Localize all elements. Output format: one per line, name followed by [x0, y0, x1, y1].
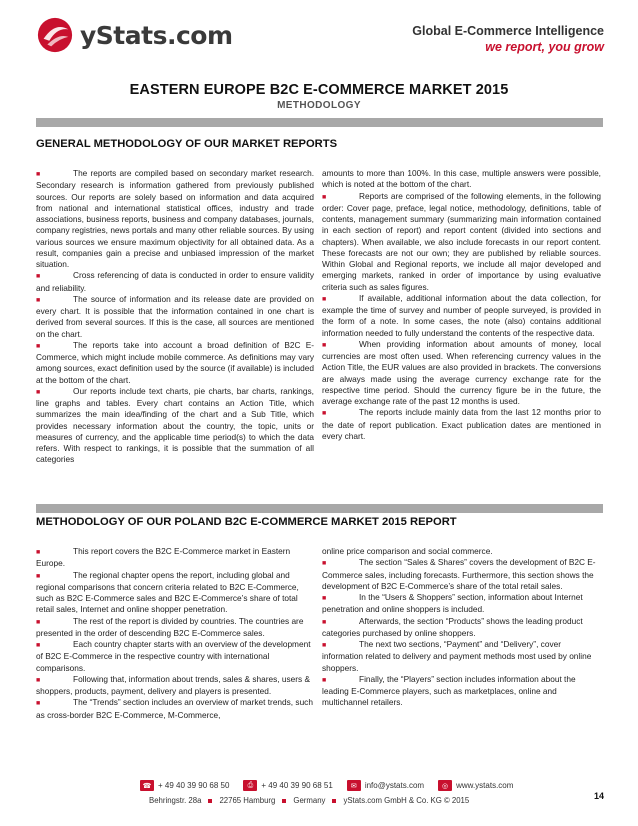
paragraph: ■ Reports are comprised of the following elements, in the following order: Cover page, preface, legal notice, methodology, definitions, table of contents, management summary (summarizing main information contained in each section of report) and report content (divided into sections and chapters). When available, we also include forecasts in our report content. These forecasts are not our own; they are published by reliable sources. Within Global and Regional reports, we include all major developed and emerging markets, ranked in order of importance by using evaluative criteria such as sales figures. — [322, 190, 601, 292]
phone-text: + 49 40 39 90 68 50 — [158, 781, 230, 790]
section-general-left-column — [36, 168, 314, 466]
paragraph-text: The rest of the report is divided by countries. The countries are presented in the order of descending B2C E-Commerce sales. — [36, 615, 304, 638]
paragraph: ■ Cross referencing of data is conducted in order to ensure validity and reliability. — [36, 270, 314, 293]
section-heading-report: METHODOLOGY OF OUR POLAND B2C E-COMMERCE MARKET 2015 REPORT — [36, 516, 457, 528]
section-divider-bar — [36, 118, 603, 127]
paragraph-text: The reports include mainly data from the last 12 months prior to the date of report publication. Exact publication dates are mentioned in every chart. — [322, 407, 601, 441]
paragraph: ■ In the “Users & Shoppers” section, information about Internet penetration and online shoppers is included. — [322, 592, 583, 615]
paragraph: ■ The rest of the report is divided by countries. The countries are presented in the order of descending B2C E-Commerce sales. — [36, 615, 304, 638]
paragraph: ■ Afterwards, the section “Products” shows the leading product categories purchased by online shoppers. — [322, 615, 583, 638]
paragraph-text: online price comparison and social commerce. — [322, 546, 493, 556]
section-heading-general: GENERAL METHODOLOGY OF OUR MARKET REPORTS — [36, 138, 338, 150]
paragraph: ■ Finally, the “Players” section includes information about the leading E-Commerce players, such as marketplaces, online and multichannel retailers. — [322, 673, 576, 708]
paragraph-text: Each country chapter starts with an overview of the development of B2C E-Commerce in the respective country with international comparisons. — [36, 639, 311, 673]
title-block — [0, 82, 638, 111]
paragraph-text: The section “Sales & Shares” covers the development of B2C E-Commerce sales, including forecasts. Furthermore, this section shows the development of B2C E-Commerce’s share of the total retail sales. — [322, 557, 596, 591]
paragraph-text: When providing information about amounts of money, local currencies are most often used. When referencing currency values in the Action Title, the EUR values are also provided in brackets. The conversions are always made using the average currency exchange rate for the respective time period. Should the currency figure be in the future, the average exchange rate of the past 12 months is used. — [322, 338, 601, 406]
paragraph: ■ Our reports include text charts, pie charts, bar charts, rankings, line graphs and tables. Every chart contains an Action Title, which summarizes the main idea/finding of the chart and a Sub Title, which provides necessary information about the country, the topic, units or measures of currency, and the applicable time period(s) to which the data refers. With respect to rankings, it is possible that the summation of all categories — [36, 385, 314, 465]
address-city: 22765 Hamburg — [219, 796, 276, 805]
paragraph-text: Reports are comprised of the following elements, in the following order: Cover page, preface, legal notice, methodology, definitions, table of contents, management summary (summarizing main information contained in each section of report) and report content (divided into sections and chapters). When available, we also include forecasts in our report content. These forecasts are not our own; they are published by reliable sources. Within Global and Regional reports, we include all major developed and emerging markets, ranked in order of importance by using evaluative criteria such as sales figures. — [322, 190, 601, 292]
paragraph-text: If available, additional information about the data collection, for example the time of survey and number of people surveyed, is provided in the form of a note. In some cases, the note (also) contains additional information needed to fully understand the contents of the respective data. — [322, 292, 601, 338]
section-report-left-column — [36, 546, 314, 721]
paragraph-text: The reports take into account a broad definition of B2C E-Commerce, which might include mobile commerce. As definitions may vary among sources, exact definition used by the source (if available) is included at the bottom of the chart. — [36, 339, 314, 385]
tagline — [412, 24, 604, 54]
tagline-secondary: we report, you grow — [485, 40, 604, 54]
paragraph: ■ The reports include mainly data from the last 12 months prior to the date of report publication. Exact publication dates are mentioned in every chart. — [322, 407, 601, 441]
tagline-primary: Global E-Commerce Intelligence — [412, 24, 604, 38]
address-street: Behringstr. 28a — [149, 796, 202, 805]
paragraph: ■ When providing information about amounts of money, local currencies are most often used. When referencing currency values in the Action Title, the EUR values are also provided in brackets. The conversions are always made using the average currency exchange rate for the respective time period. Should the currency figure be in the future, the average exchange rate of the past 12 months is used. — [322, 338, 601, 406]
paragraph: ■ If available, additional information about the data collection, for example the time of survey and number of people surveyed, is provided in the form of a note. In some cases, the note (also) contains additional information needed to fully understand the contents of the respective data. — [322, 292, 601, 338]
paragraph-text: Finally, the “Players” section includes information about the leading E-Commerce players, such as marketplaces, online and multichannel retailers. — [322, 673, 576, 708]
paragraph — [322, 546, 601, 557]
phone-icon: ☎ — [140, 780, 154, 791]
paragraph: ■ The “Trends” section includes an overview of market trends, such as cross-border B2C E-Commerce, M-Commerce, — [36, 697, 313, 720]
paragraph-text: amounts to more than 100%. In this case, multiple answers were possible, which is noted at the bottom of the chart. — [322, 168, 601, 190]
web-text[interactable]: www.ystats.com — [456, 781, 514, 790]
paragraph-text: The reports are compiled based on secondary market research. Secondary research is information gathered from previously published sources. Our reports are solely based on information and data acquired from national and international statistical offices, industry and trade associations, business reports, business and company databases, journals, company registries, news portals and many other reliable sources. By using various sources we ensure maximum objectivity for all obtained data. As a result, companies gain a precise and unbiased impression of the market situation. — [36, 168, 314, 269]
section-report-right-column — [322, 546, 601, 709]
paragraph: ■ The section “Sales & Shares” covers the development of B2C E-Commerce sales, including forecasts. Furthermore, this section shows the development of B2C E-Commerce’s share of the total retail sales. — [322, 557, 596, 591]
paragraph-text: Cross referencing of data is conducted in order to ensure validity and reliability. — [36, 270, 314, 293]
footer-web[interactable] — [438, 780, 513, 791]
email-text[interactable]: info@ystats.com — [364, 781, 425, 790]
paragraph — [322, 168, 601, 191]
logo-text: yStats.com — [80, 20, 233, 50]
paragraph: ■ The regional chapter opens the report, including global and regional comparisons that concern criteria related to B2C E-Commerce, such as B2C E-Commerce sales and B2C E-Commerce’s share of total retail sales, Internet and online shopper penetration. — [36, 569, 299, 615]
paragraph: ■ The source of information and its release date are provided on every chart. It is possible that the information contained in one chart is derived from several sources. If this is the case, all sources are mentioned on the chart. — [36, 293, 314, 339]
footer-fax — [243, 780, 332, 791]
footer-email[interactable] — [347, 780, 424, 791]
separator-square — [208, 799, 212, 803]
paragraph-text: In the “Users & Shoppers” section, information about Internet penetration and online shoppers is included. — [322, 592, 583, 615]
address-company: yStats.com GmbH & Co. KG © 2015 — [343, 796, 470, 805]
address-country: Germany — [293, 796, 326, 805]
page-header — [0, 0, 638, 70]
paragraph: ■ The reports are compiled based on secondary market research. Secondary research is information gathered from previously published sources. Our reports are solely based on information and data acquired from national and international statistical offices, industry and trade associations, business reports, business and company databases, journals, company registries, news portals and many other reliable sources. By using various sources we ensure maximum objectivity for all obtained data. As a result, companies gain a precise and unbiased impression of the market situation. — [36, 168, 314, 269]
footer-address — [149, 796, 469, 805]
paragraph-text: Our reports include text charts, pie charts, bar charts, rankings, line graphs and tables. Every chart contains an Action Title, which summarizes the main idea/finding of the chart and a Sub Title, which provides necessary information about the country, the topic, units or measures of currency, and the applicable time period(s) to which the data refers. With respect to rankings, it is possible that the summation of all categories — [36, 385, 314, 465]
paragraph-text: The “Trends” section includes an overview of market trends, such as cross-border B2C E-Commerce, M-Commerce, — [36, 697, 313, 720]
section-general-right-column — [322, 168, 601, 442]
paragraph-text: The next two sections, “Payment” and “Delivery”, cover information related to delivery and payment methods most used by online shoppers. — [322, 639, 592, 673]
globe-icon: ◎ — [438, 780, 452, 791]
paragraph: ■ Following that, information about trends, sales & shares, users & shoppers, products, payment, delivery and players is presented. — [36, 673, 311, 696]
page-title: EASTERN EUROPE B2C E-COMMERCE MARKET 2015 — [129, 82, 509, 98]
paragraph: ■ This report covers the B2C E-Commerce market in Eastern Europe. — [36, 546, 291, 569]
paragraph-text: Afterwards, the section “Products” shows the leading product categories purchased by online shoppers. — [322, 615, 583, 638]
separator-square — [332, 799, 336, 803]
fax-icon: ⎙ — [243, 780, 257, 791]
paragraph-text: Following that, information about trends, sales & shares, users & shoppers, products, payment, delivery and players is presented. — [36, 673, 311, 696]
page-number: 14 — [593, 791, 604, 801]
paragraph: ■ The reports take into account a broad definition of B2C E-Commerce, which might include mobile commerce. As definitions may vary among sources, exact definition used by the source (if available) is included at the bottom of the chart. — [36, 339, 314, 385]
ystats-logo — [36, 16, 233, 54]
fax-text: + 49 40 39 90 68 51 — [261, 781, 333, 790]
paragraph: ■ Each country chapter starts with an overview of the development of B2C E-Commerce in the respective country with international comparisons. — [36, 639, 311, 673]
logo-swirl-icon — [36, 16, 74, 54]
separator-square — [282, 799, 286, 803]
paragraph-text: This report covers the B2C E-Commerce market in Eastern Europe. — [36, 546, 291, 569]
paragraph-text: The source of information and its release date are provided on every chart. It is possible that the information contained in one chart is derived from several sources. If this is the case, all sources are mentioned on the chart. — [36, 293, 314, 339]
paragraph: ■ The next two sections, “Payment” and “Delivery”, cover information related to delivery and payment methods most used by online shoppers. — [322, 639, 592, 673]
section-divider-bar — [36, 504, 603, 513]
footer-contacts — [140, 780, 527, 791]
page-subtitle: METHODOLOGY — [277, 100, 361, 111]
footer-phone — [140, 780, 229, 791]
email-icon: ✉ — [347, 780, 361, 791]
paragraph-text: The regional chapter opens the report, including global and regional comparisons that concern criteria related to B2C E-Commerce, such as B2C E-Commerce sales and B2C E-Commerce’s share of total retail sales, Internet and online shopper penetration. — [36, 569, 299, 615]
